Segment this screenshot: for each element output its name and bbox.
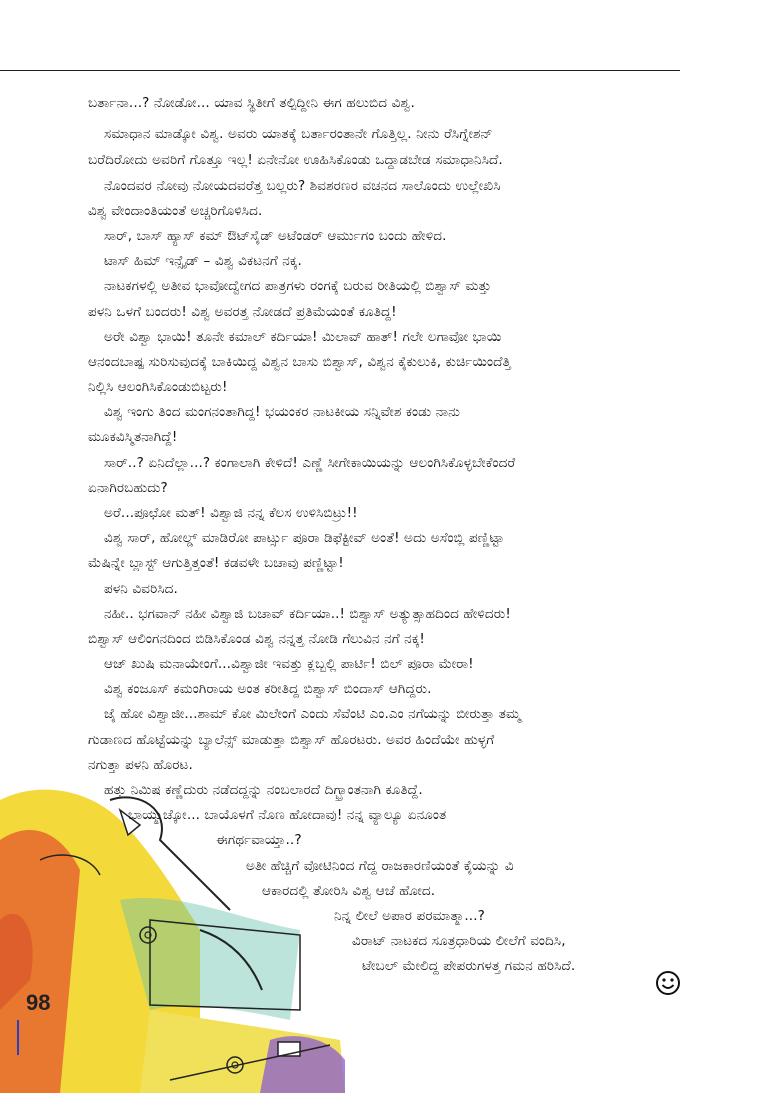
smiley-face-icon <box>655 970 681 996</box>
text-line: ಹತ್ತು ನಿಮಿಷ ಕಣ್ಣೆದುರು ನಡೆದದ್ದನ್ನು ನಂಬಲಾರದೆ ದಿಗ್ಭ್ರಾಂತನಾಗಿ ಕೂತಿದ್ದೆ. <box>104 782 423 798</box>
text-line: ಅರೆ...ಪೂಛೋ ಮತ್! ವಿಶ್ವಾಜಿ ನನ್ನ ಕೆಲಸ ಉಳಿಸಿಬಿಟ್ರು!! <box>104 505 358 521</box>
text-line: ಬರೆದಿರೋದು ಅವರಿಗೆ ಗೊತ್ತೂ ಇಲ್ಲ! ಏನೇನೋ ಊಹಿಸಿಕೊಂಡು ಒದ್ದಾಡಬೇಡ ಸಮಾಧಾನಿಸಿದೆ. <box>88 152 503 168</box>
text-line: ವಿಶ್ವ ಸಾರ್, ಹೋಲ್ಡ್ ಮಾಡಿರೋ ಪಾರ್ಟ್ಸು ಪೂರಾ ಡಿಫೆಕ್ಟೀವ್ ಅಂತೆ! ಅದು ಅಸೆಂಬ್ಲಿ ಪಣ್ಣಿಟ್ಟಾ <box>104 530 505 546</box>
text-line: ಪಳನಿ ವಿವರಿಸಿದ. <box>104 581 178 597</box>
text-line: ಬರ್ತಾನಾ...? ನೋಡೋ... ಯಾವ ಸ್ಥಿತೀಗೆ ತಲ್ಪಿದ್ದೀನಿ ಈಗ ಹಲುಬಿದ ವಿಶ್ವ. <box>88 95 415 111</box>
text-line: ಆಜ್ ಖುಷಿ ಮನಾಯೇಂಗೆ...ವಿಶ್ವಾಜೀ ಇವತ್ತು ಕ್ಲಬ್ಬಲ್ಲಿ ಪಾರ್ಟಿ! ಬಿಲ್ ಪೂರಾ ಮೇರಾ! <box>104 656 474 672</box>
text-line: ನಾಟಕಗಳಲ್ಲಿ ಅತೀವ ಭಾವೋದ್ವೇಗದ ಪಾತ್ರಗಳು ರಂಗಕ್ಕೆ ಬರುವ ರೀತಿಯಲ್ಲಿ ಬಿಶ್ವಾಸ್ ಮತ್ತು <box>104 278 492 294</box>
text-line: ವಿಶ್ವ ಇಂಗು ತಿಂದ ಮಂಗನಂತಾಗಿದ್ದ! ಭಯಂಕರ ನಾಟಕೀಯ ಸನ್ನಿವೇಶ ಕಂಡು ನಾನು <box>104 404 461 420</box>
text-line: ಜೈ ಹೋ ವಿಶ್ವಾಜೀ...ಶಾಮ್ ಕೋ ಮಿಲೇಂಗೆ ಎಂದು ಸೆವೆಂಟಿ ಎಂ.ಎಂ ನಗೆಯನ್ನು ಬೀರುತ್ತಾ ತಮ್ಮ <box>104 706 521 722</box>
text-line: ಪಳನಿ ಒಳಗೆ ಬಂದರು! ವಿಶ್ವ ಅವರತ್ತ ನೋಡದೆ ಪ್ರತಿಮೆಯಂತೆ ಕೂತಿದ್ದ! <box>88 304 397 320</box>
text-line: ಸಾರ್..? ಏನಿದೆಲ್ಲಾ...? ಕಂಗಾಲಾಗಿ ಕೇಳಿದೆ! ಎಣ್ಣೆ ಸೀಗೇಕಾಯಿಯನ್ನು ಆಲಂಗಿಸಿಕೊಳ್ಳಬೇಕೆಂದರೆ <box>104 455 516 471</box>
text-line: ಆನಂದಬಾಷ್ಪ ಸುರಿಸುವುದಕ್ಕೆ ಬಾಕಿಯಿದ್ದ ವಿಶ್ವನ ಬಾಸು ಬಿಶ್ವಾಸ್, ವಿಶ್ವನ ಕೈಕುಲುಕಿ, ಕುರ್ಚಿಯಿಂದೆತ್ತಿ <box>88 354 511 370</box>
text-line: ಸಮಾಧಾನ ಮಾಡ್ಕೋ ವಿಶ್ವ. ಅವರು ಯಾತಕ್ಕೆ ಬರ್ತಾರಂತಾನೇ ಗೊತ್ತಿಲ್ಲ. ನೀನು ರೆಸಿಗ್ನೇಶನ್ <box>104 126 493 142</box>
text-line: ನೊಂದವರ ನೋವು ನೋಯದವರೆತ್ತ ಬಲ್ಲರು? ಶಿವಶರಣರ ವಚನದ ಸಾಲೊಂದು ಉಲ್ಲೇಖಿಸಿ <box>104 178 501 194</box>
text-line: ಅರೇ ವಿಶ್ವಾ ಭಾಯಿ! ತೂನೇ ಕಮಾಲ್ ಕರ್ದಿಯಾ! ಮಿಲಾವ್ ಹಾತ್! ಗಲೇ ಲಗಾವೋ ಭಾಯಿ <box>104 329 502 345</box>
text-line: ವಿಶ್ವ ವೇಂದಾಂತಿಯಂತೆ ಅಚ್ಚರಿಗೊಳಿಸಿದ. <box>88 203 263 219</box>
text-line: ವಿಶ್ವ ಕಂಜೂಸ್ ಕಮಂಗಿರಾಯ ಅಂತ ಕರೀತಿದ್ದ ಬಿಶ್ವಾಸ್ ಬಿಂದಾಸ್ ಆಗಿದ್ದರು. <box>104 681 432 697</box>
text-line: ವಿರಾಟ್ ನಾಟಕದ ಸೂತ್ರಧಾರಿಯ ಲೀಲೆಗೆ ವಂದಿಸಿ, <box>352 933 566 949</box>
text-line: ನಹೀ.. ಭಗವಾನ್ ನಹೀ ವಿಶ್ವಾಜಿ ಬಚಾವ್ ಕರ್ದಿಯಾ..! ಬಿಶ್ವಾಸ್ ಅತ್ಯುತ್ಸಾಹದಿಂದ ಹೇಳಿದರು! <box>104 606 511 622</box>
text-line: ನಿಲ್ಲಿಸಿ ಆಲಂಗಿಸಿಕೊಂಡುಬಿಟ್ಟರು! <box>88 379 228 395</box>
text-line: ಅತೀ ಹೆಚ್ಚಿಗೆ ವೋಟಿನಿಂದ ಗೆದ್ದ ರಾಜಕಾರಣಿಯಂತೆ ಕೈಯನ್ನು ವಿ <box>246 858 514 874</box>
text-line: ಮೂಕವಿಸ್ಮಿತನಾಗಿದ್ದೆ! <box>88 429 178 445</box>
text-line: ಟಾಸ್ ಹಿಮ್ ಇನ್ಸೈಡ್ – ವಿಶ್ವ ವಿಕಟನಗೆ ನಕ್ಕ. <box>104 253 302 269</box>
text-line: ಈಗರ್ಥವಾಯ್ತಾ..? <box>216 832 302 848</box>
text-line: ಏನಾಗಿರಬಹುದು? <box>88 480 168 496</box>
text-line: ಆಕಾರದಲ್ಲಿ ತೋರಿಸಿ ವಿಶ್ವ ಆಚೆ ಹೋದ. <box>262 883 436 899</box>
page-number: 98 <box>26 990 51 1015</box>
text-line: ಬಾಯ್ಮುಚ್ಕೋ... ಬಾಯೊಳಗೆ ನೊಣ ಹೋದಾವು! ನನ್ನ ವ್ಯಾಲ್ಯೂ ಏನೂಂತ <box>128 807 447 823</box>
illustration-cartoon <box>0 780 360 1093</box>
text-line: ನಗುತ್ತಾ ಪಳನಿ ಹೊರಟ. <box>88 757 193 773</box>
text-line: ಮೆಷಿನ್ನೇ ಬ್ಲಾಸ್ಟ್ ಆಗುತ್ತಿತ್ತಂತೆ! ಕಡವಳೇ ಬಚಾವು ಪಣ್ಣಿಟ್ಟಾ! <box>88 555 344 571</box>
text-line: ನಿನ್ನ ಲೀಲೆ ಅಪಾರ ಪರಮಾತ್ಮಾ...? <box>334 908 485 924</box>
text-line: ಟೇಬಲ್ ಮೇಲಿದ್ದ ಪೇಪರುಗಳತ್ತ ಗಮನ ಹರಿಸಿದೆ. <box>362 958 576 974</box>
text-line: ಬಿಶ್ವಾಸ್ ಆಲಿಂಗನದಿಂದ ಬಿಡಿಸಿಕೊಂಡ ವಿಶ್ವ ನನ್ನತ್ತ ನೋಡಿ ಗೆಲುವಿನ ನಗೆ ನಕ್ಕ! <box>88 631 425 647</box>
top-rule <box>0 70 680 71</box>
text-line: ಗುಡಾಣದ ಹೊಟ್ಟೆಯನ್ನು ಬ್ಯಾಲೆನ್ಸ್ ಮಾಡುತ್ತಾ ಬಿಶ್ವಾಸ್ ಹೊರಟರು. ಅವರ ಹಿಂದೆಯೇ ಹುಳ್ಳಗೆ <box>88 732 495 748</box>
text-line: ಸಾರ್, ಬಾಸ್ ಹ್ಯಾಸ್ ಕಮ್ ಔಟ್‌ಸೈಡ್ ಅಟೆಂಡರ್ ಆರ್ಮುಗಂ ಬಂದು ಹೇಳಿದ. <box>104 228 447 244</box>
